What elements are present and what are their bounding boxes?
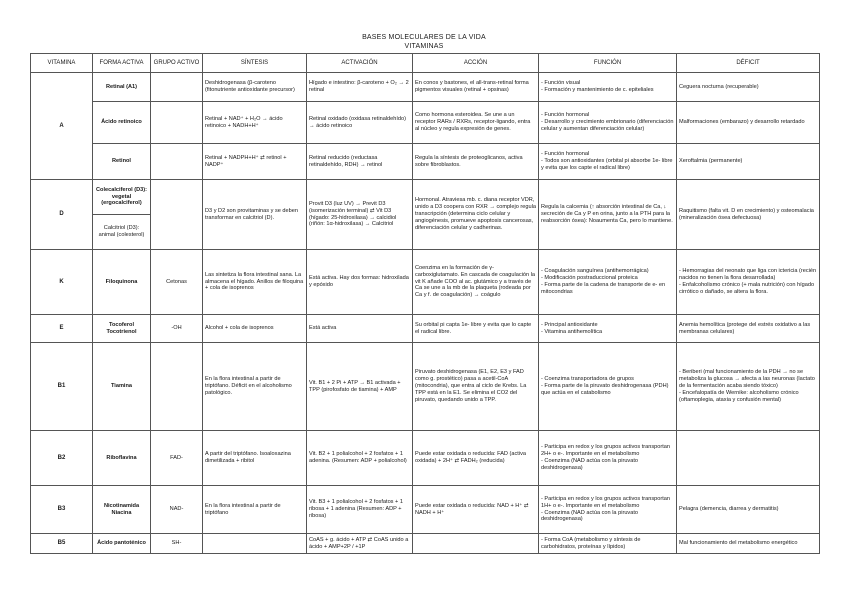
accion-cell bbox=[413, 534, 539, 554]
activacion-cell: Está activa bbox=[307, 315, 413, 343]
sintesis-cell: En la flora intestinal a partir de triptófano. Déficit en el alcoholismo patológico. bbox=[203, 343, 307, 431]
deficit-cell: - Beriberi (mal funcionamiento de la PDH → no se metaboliza la glucosa → afecta a las neuronas (lactato de la fermentación acaba siendo tóxico) - Encefalopatía de Wernike: alcoholismo crónico (oftamoplegia, ataxia y confusión mental) bbox=[677, 343, 820, 431]
forma-cell: Tocoferol Tocotrienol bbox=[93, 315, 151, 343]
table-row bbox=[31, 431, 820, 486]
forma-cell: Colecalciferol (D3): vegetal (ergocalciferol) bbox=[93, 180, 151, 215]
activacion-cell: Está activa. Hay dos formas: hidroxilada y epóxido bbox=[307, 250, 413, 315]
sintesis-cell: D3 y D2 son provitaminas y se deben transformar en calcitriol (D). bbox=[203, 180, 307, 250]
document-subtitle: VITAMINAS bbox=[404, 43, 444, 50]
funcion-cell: - Forma CoA (metabolismo y síntesis de carbohidratos, proteínas y lípidos) bbox=[539, 534, 677, 554]
grupo-cell bbox=[151, 343, 203, 431]
activacion-cell: CoAS + g. ácido + ATP ⇄ CoAS unido a ácido + AMP+2P / +1P bbox=[307, 534, 413, 554]
forma-cell: Tiamina bbox=[93, 343, 151, 431]
grupo-cell: SH- bbox=[151, 534, 203, 554]
deficit-cell bbox=[677, 431, 820, 486]
accion-cell: Coenzima en la formación de γ-carboxiglutamato. En cascada de coagulación la vit K añade COO al ac. glutámico y a través de Ca se une a la mb de la plaqueta (rodeada por Ca y f. de coagulación) → coágulo bbox=[413, 250, 539, 315]
sintesis-cell: A partir del triptófano. Isoaloxazina dimetilizada + ribitol bbox=[203, 431, 307, 486]
activacion-cell: Provit D3 (luz UV) → Previt D3 (isomerización terminal) ⇄ Vit D3 (hígado: 25-hidroxilasa) → calcidiol (riñón: 1α-hidroxilasa) → Calcitriol bbox=[307, 180, 413, 250]
activacion-cell: Retinal reducido (reductasa retinaldehído, RDH) → retinol bbox=[307, 144, 413, 180]
grupo-cell bbox=[151, 180, 203, 250]
accion-cell: Puede estar oxidada o reducida: FAD (activa oxidada) + 2H⁺ ⇄ FADH₂ (reducida) bbox=[413, 431, 539, 486]
vitamin-k-cell: K bbox=[31, 250, 93, 315]
funcion-cell: - Coenzima transportadora de grupos - Forma parte de la piruvato deshidrogenasa (PDH) que actúa en el catabolismo bbox=[539, 343, 677, 431]
sintesis-cell: Retinal + NAD⁺ + H₂O → ácido retinoico + NADH+H⁺ bbox=[203, 102, 307, 144]
header-row bbox=[31, 54, 820, 73]
forma-cell: Ácido pantoténico bbox=[93, 534, 151, 554]
funcion-cell: - Función hormonal - Desarrollo y crecimiento embrionario (diferenciación celular y aumentan diferenciación celular) bbox=[539, 102, 677, 144]
accion-cell: Como hormona esteroidea. Se une a un receptor RARs / RXRs, receptor-ligando, entra al núcleo y regula expresión de genes. bbox=[413, 102, 539, 144]
deficit-cell: Mal funcionamiento del metabolismo energético bbox=[677, 534, 820, 554]
table-row bbox=[31, 250, 820, 315]
vitamin-b5-cell: B5 bbox=[31, 534, 93, 554]
table-row bbox=[31, 343, 820, 431]
sintesis-cell bbox=[203, 534, 307, 554]
accion-cell: Hormonal. Atraviesa mb. c. diana receptor VDR, unido a D3 coopera con RXR → complejo regula transcripción (determina ciclo celular y angiogénesis, promueve apoptosis cancerosas, diferenciación celular y cadherinas. bbox=[413, 180, 539, 250]
col-funcion: FUNCIÓN bbox=[539, 54, 677, 73]
forma-cell: Riboflavina bbox=[93, 431, 151, 486]
vitamin-b1-cell: B1 bbox=[31, 343, 93, 431]
funcion-cell: Regula la calcemia (↑ absorción intestinal de Ca, ↓ secreción de Ca y P en orina, junto a la PTH para la reabsorción ósea): Noaumenta Ca, pero lo mantiene. bbox=[539, 180, 677, 250]
grupo-cell bbox=[151, 144, 203, 180]
col-activacion: ACTIVACIÓN bbox=[307, 54, 413, 73]
activacion-cell: Vit. B3 + 1 polialcohol + 2 fosfatos + 1 ribosa + 1 adenina (Resumen: ADP + ribosa) bbox=[307, 486, 413, 534]
vitamin-b3-cell: B3 bbox=[31, 486, 93, 534]
deficit-cell: Pelagra (demencia, diarrea y dermatitis) bbox=[677, 486, 820, 534]
activacion-cell: Hígado e intestino: β-caroteno + O₂ → 2 retinal bbox=[307, 73, 413, 102]
table-row bbox=[31, 315, 820, 343]
sintesis-cell: En la flora intestinal a partir de triptófano bbox=[203, 486, 307, 534]
funcion-cell: - Función hormonal - Todos son antioxidantes (orbital pi absorbe 1e- libre y evita que los capte el radical libre) bbox=[539, 144, 677, 180]
deficit-cell: Ceguera nocturna (recuperable) bbox=[677, 73, 820, 102]
table-row bbox=[31, 486, 820, 534]
sintesis-cell: Las sintetiza la flora intestinal sana. La almacena el hígado. Anillos de filoquina + cola de isoprenos bbox=[203, 250, 307, 315]
vitamins-table bbox=[30, 53, 820, 554]
funcion-cell: - Función visual - Formación y mantenimiento de c. epiteliales bbox=[539, 73, 677, 102]
grupo-cell: -OH bbox=[151, 315, 203, 343]
sintesis-cell: Retinal + NADPH+H⁺ ⇄ retinol + NADP⁺ bbox=[203, 144, 307, 180]
deficit-cell: Anemia hemolítica (protege del estrés oxidativo a las membranas celulares) bbox=[677, 315, 820, 343]
grupo-cell bbox=[151, 73, 203, 102]
accion-cell: Puede estar oxidada o reducida: NAD + H⁺ ⇄ NADH + H⁺ bbox=[413, 486, 539, 534]
funcion-cell: - Participa en redox y los grupos activos transportan 1H+ o e-. Importante en el metabolismo - Coenzima (NAD actúa con la piruvato deshidrogenasa) bbox=[539, 486, 677, 534]
forma-cell: Retinal (A1) bbox=[93, 73, 151, 102]
vitamin-a-cell: A bbox=[31, 73, 93, 180]
table-row bbox=[31, 534, 820, 554]
accion-cell: Piruvato deshidrogenasa (E1, E2, E3 y FAD como g. prostético) pasa a acetil-CoA (mitocondria), que entra al ciclo de Krebs. La TPP está en la E1. Se elimina el CO2 del piruvato, quedando unido a TPP. bbox=[413, 343, 539, 431]
funcion-cell: - Participa en redox y los grupos activos transportan 2H+ o e-. Importante en el metabolismo - Coenzima (NAD actúa con la piruvato deshidrogenasa) bbox=[539, 431, 677, 486]
activacion-cell: Vit. B1 + 2 Pi + ATP → B1 activada + TPP (pirofosfato de tiamina) + AMP bbox=[307, 343, 413, 431]
vitamin-b2-cell: B2 bbox=[31, 431, 93, 486]
deficit-cell: - Hemorragias del neonato que liga con ictericia (recién nacidos no tienen la flora desarrollada) - Enfalcoholismo crónico (+ mala nutrición) con hígado cirrótico o dañado, se altera la flora. bbox=[677, 250, 820, 315]
grupo-cell bbox=[151, 102, 203, 144]
funcion-cell: - Principal antioxidante - Vitamina antihemolítica bbox=[539, 315, 677, 343]
funcion-cell: - Coagulación sanguínea (antihemorrágica) - Modificación postraduccional proteica - Forma parte de la cadena de transporte de e- en mitocondrias bbox=[539, 250, 677, 315]
forma-cell: Nicotinamida Niacina bbox=[93, 486, 151, 534]
sintesis-cell: Deshidrogenasa (β-caroteno (fitonutriente antioxidante precursor) bbox=[203, 73, 307, 102]
table-row bbox=[31, 73, 820, 102]
col-vitamina: VITAMINA bbox=[31, 54, 93, 73]
grupo-cell: NAD- bbox=[151, 486, 203, 534]
activacion-cell: Retinal oxidado (oxidasa retinaldehído) → ácido retinoico bbox=[307, 102, 413, 144]
vitamin-e-cell: E bbox=[31, 315, 93, 343]
col-forma-activa: FORMA ACTIVA bbox=[93, 54, 151, 73]
table-row bbox=[31, 102, 820, 144]
vitamin-d-cell: D bbox=[31, 180, 93, 250]
grupo-cell: FAD- bbox=[151, 431, 203, 486]
col-deficit: DÉFICIT bbox=[677, 54, 820, 73]
col-sintesis: SÍNTESIS bbox=[203, 54, 307, 73]
activacion-cell: Vit. B2 + 1 polialcohol + 2 fosfatos + 1 adenina. (Resumen: ADP + polialcohol) bbox=[307, 431, 413, 486]
col-grupo-activo: GRUPO ACTIVO bbox=[151, 54, 203, 73]
forma-cell: Retinol bbox=[93, 144, 151, 180]
document-title: BASES MOLECULARES DE LA VIDA bbox=[362, 34, 486, 41]
accion-cell: Su orbital pi capta 1e- libre y evita que lo capte el radical libre. bbox=[413, 315, 539, 343]
deficit-cell: Raquitismo (falta vit. D en crecimiento) y osteomalacia (mineralización ósea defectuosa) bbox=[677, 180, 820, 250]
deficit-cell: Malformaciones (embarazo) y desarrollo retardado bbox=[677, 102, 820, 144]
grupo-cell: Cetonas bbox=[151, 250, 203, 315]
forma-cell: Filoquinona bbox=[93, 250, 151, 315]
accion-cell: Regula la síntesis de proteoglicanos, activa sobre fibroblastos. bbox=[413, 144, 539, 180]
table-row bbox=[31, 180, 820, 215]
sintesis-cell: Alcohol + cola de isoprenos bbox=[203, 315, 307, 343]
forma-cell: Calcitriol (D3): animal (colesterol) bbox=[93, 215, 151, 250]
col-accion: ACCIÓN bbox=[413, 54, 539, 73]
forma-cell: Ácido retinoico bbox=[93, 102, 151, 144]
deficit-cell: Xeroftalmia (permanente) bbox=[677, 144, 820, 180]
table-row bbox=[31, 144, 820, 180]
accion-cell: En conos y bastones, el all-trans-retinal forma pigmentos visuales (retinal + opsinas) bbox=[413, 73, 539, 102]
